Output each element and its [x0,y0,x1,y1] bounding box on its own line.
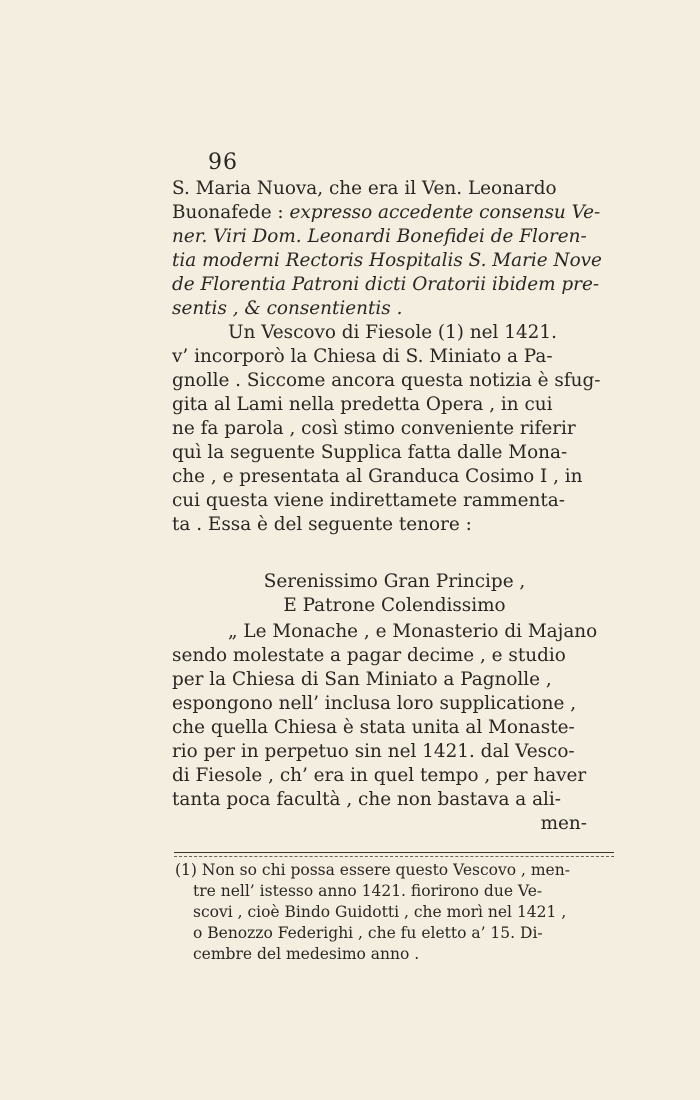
text-line: quì la seguente Supplica fatta dalle Mona- [172,442,568,463]
footnote-divider-dashed [174,856,614,857]
text-line: Un Vescovo di Fiesole (1) nel 1421. [228,322,557,343]
text-line: che , e presentata al Granduca Cosimo I , in [172,466,583,487]
page-number: 96 [208,150,238,175]
petition-line: che quella Chiesa è stata unita al Monaste- [172,717,575,738]
footnote-line: (1) Non so chi possa essere questo Vescovo , men- [175,861,570,879]
footnote-divider [174,852,614,853]
address-line: Serenissimo Gran Principe , [263,571,526,592]
address-line: E Patrone Colendissimo [283,595,506,616]
petition-line: tanta poca facultà , che non bastava a ali- [172,789,562,810]
footnote-line: tre nell’ istesso anno 1421. fiorirono due Ve- [193,882,543,900]
latin-quote-line: de Florentia Patroni dicti Oratorii ibidem pre- [172,274,600,295]
main-text [172,177,617,537]
text-line: ta . Essa è del seguente tenore : [172,514,472,535]
footnote-line: o Benozzo Federighi , che fu eletto a’ 15. Di- [193,924,543,942]
footnote-line: scovi , cioè Bindo Guidotti , che morì nel 1421 , [193,903,567,921]
petition-address [172,570,617,618]
latin-quote-line: ner. Viri Dom. Leonardi Bonefidei de Floren- [172,226,587,247]
petition-line: „ Le Monache , e Monasterio di Majano [228,621,598,642]
footnote [175,860,615,965]
petition-line: sendo molestate a pagar decime , e studio [172,645,566,666]
latin-quote: expresso accedente consensu Ve- [289,202,601,223]
petition-line: espongono nell’ inclusa loro supplicatione , [172,693,577,714]
text-line: ne fa parola , così stimo conveniente riferir [172,418,576,439]
petition-line: rio per in perpetuo sin nel 1421. dal Vesco- [172,741,575,762]
text-span: Buonafede : [172,202,284,223]
text-line: S. Maria Nuova, che era il Ven. Leonardo [172,178,557,199]
petition-text [172,620,617,836]
latin-quote-line: sentis , & consentientis . [172,298,403,319]
text-line: gita al Lami nella predetta Opera , in cui [172,394,553,415]
latin-quote-line: tia moderni Rectoris Hospitalis S. Marie Nove [172,250,602,271]
petition-line: di Fiesole , ch’ era in quel tempo , per haver [172,765,587,786]
footnote-line: cembre del medesimo anno . [193,945,420,963]
petition-line: per la Chiesa di San Miniato a Pagnolle , [172,669,552,690]
catchword: men- [540,813,587,834]
text-line [172,201,617,225]
text-line: cui questa viene indirettamete rammenta- [172,490,565,511]
text-line: v’ incorporò la Chiesa di S. Miniato a Pa- [172,346,553,367]
text-line: gnolle . Siccome ancora questa notizia è sfug- [172,370,601,391]
